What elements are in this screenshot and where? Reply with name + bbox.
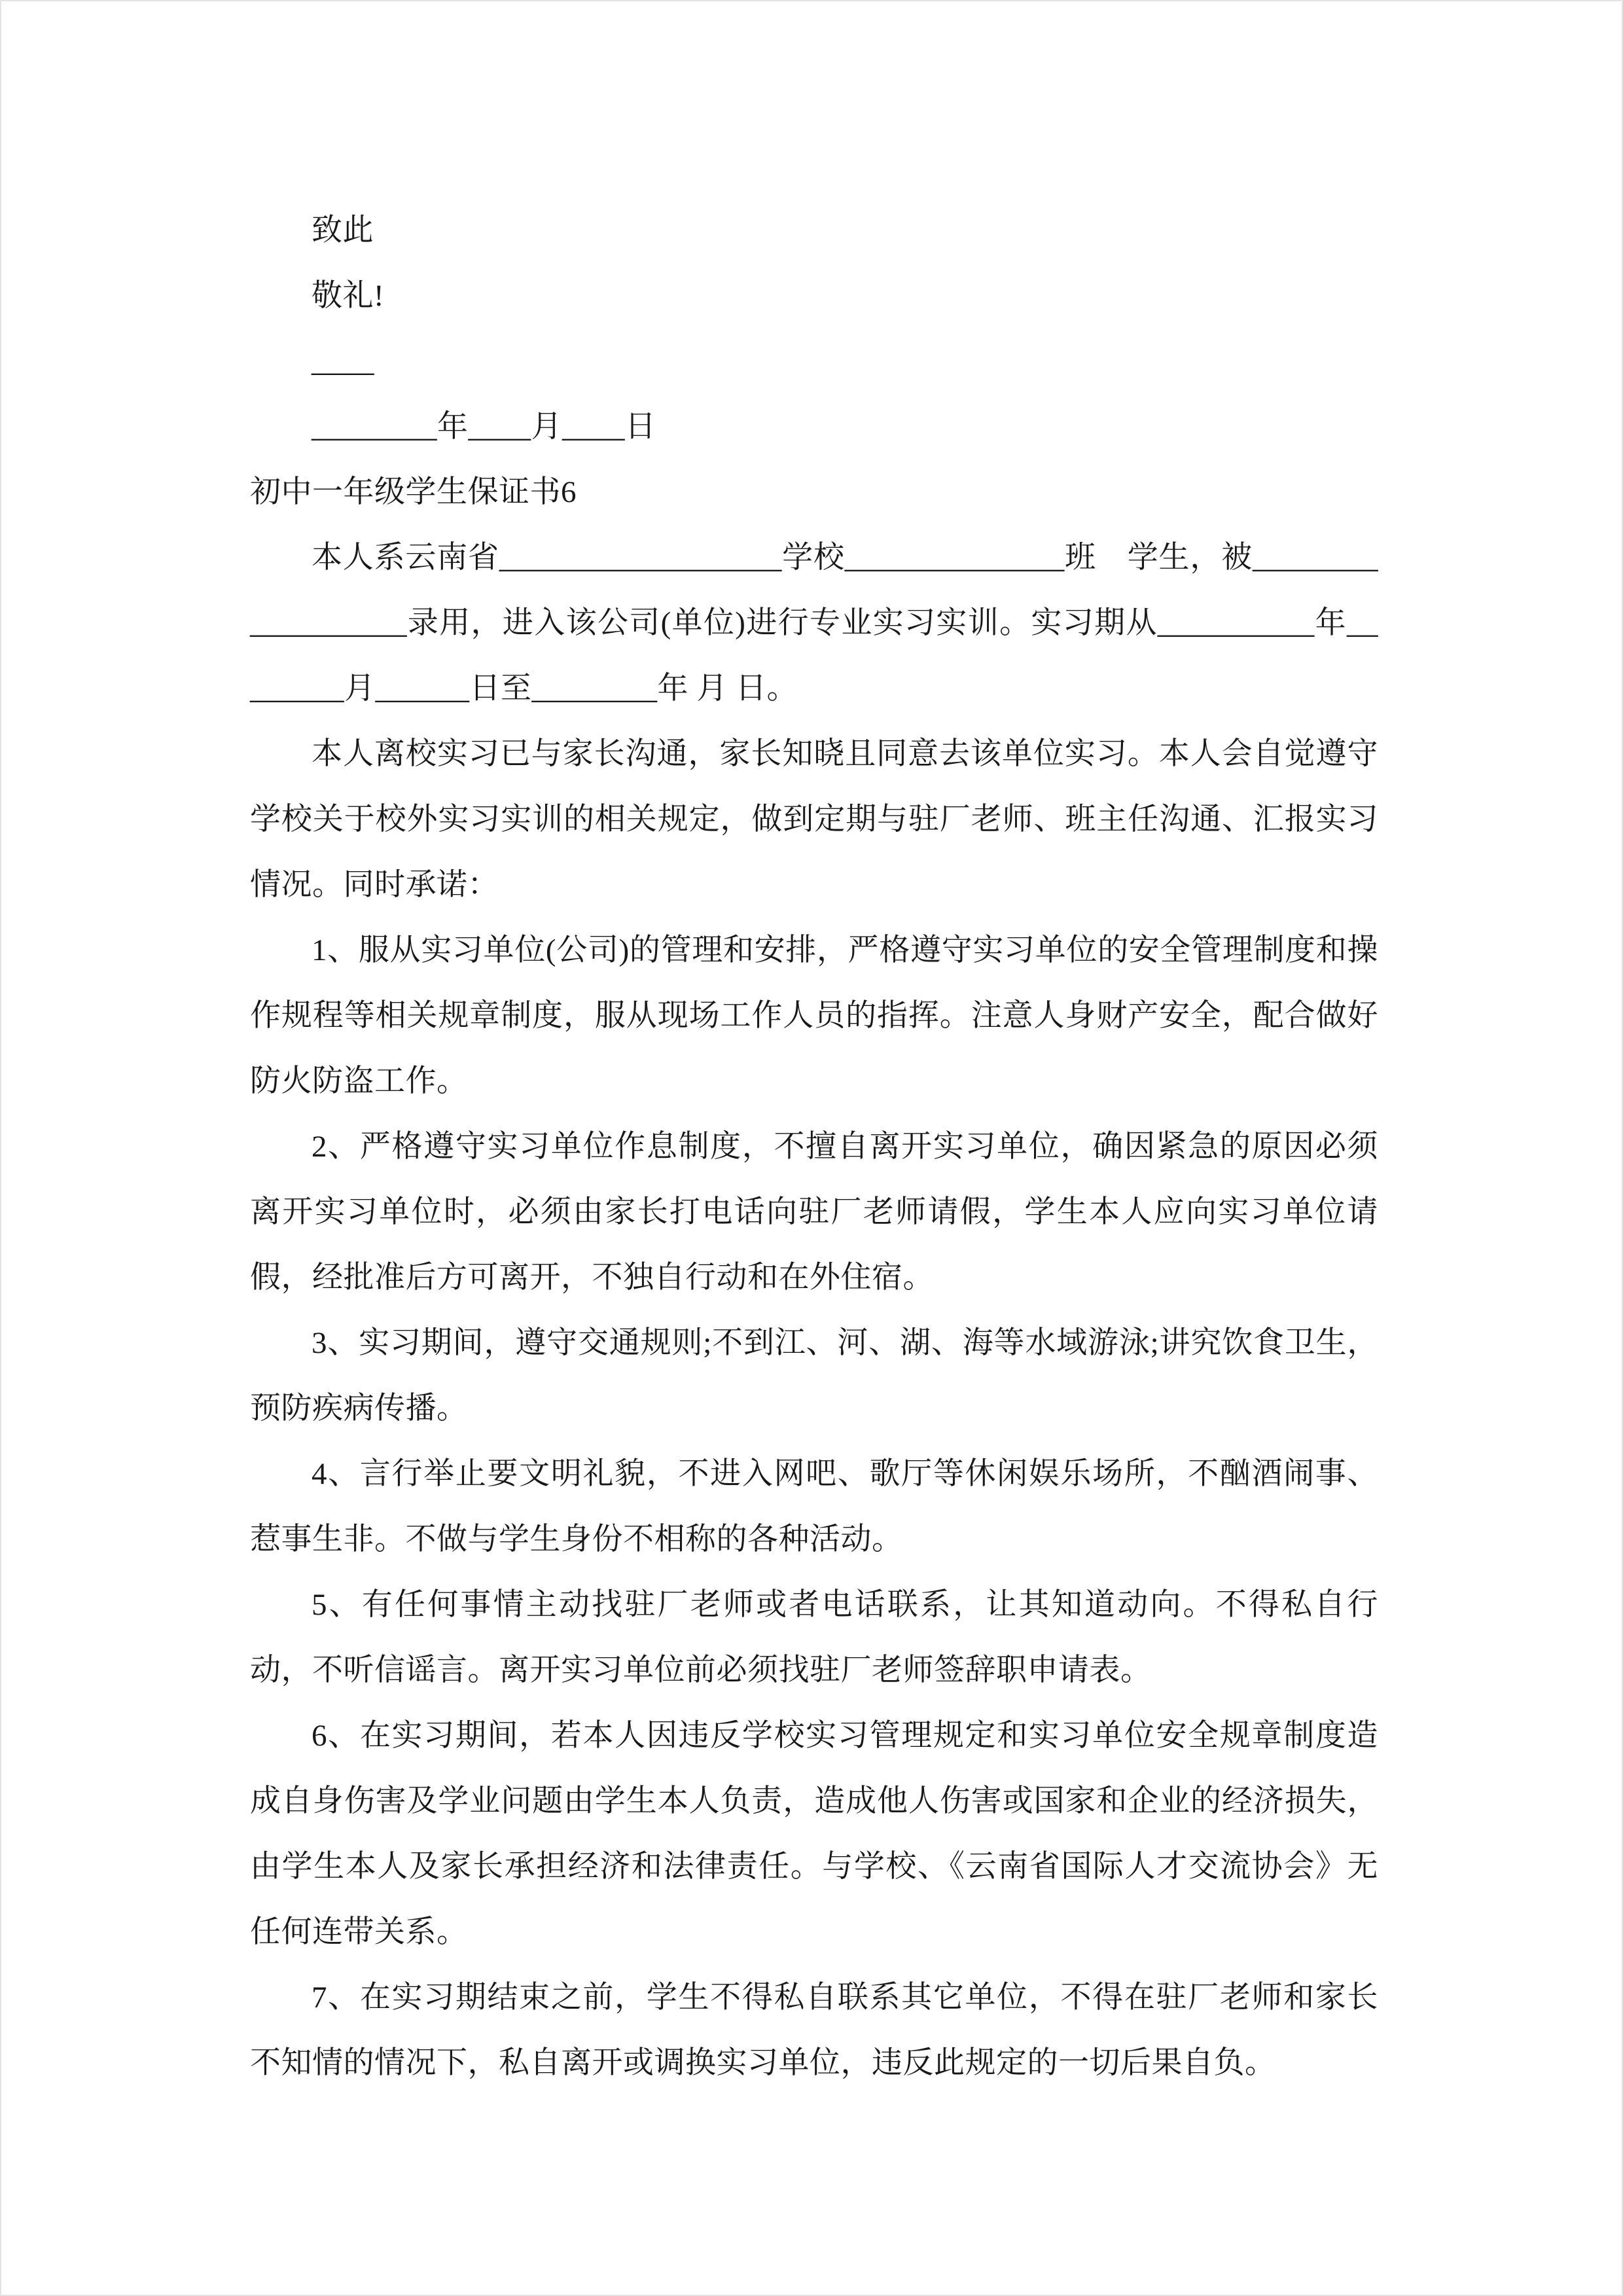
signature-blank-line: ____ <box>312 344 374 378</box>
clause-7-paragraph: 7、在实习期结束之前，学生不得私自联系其它单位，不得在驻厂老师和家长不知情的情况下，私自离开或调换实习单位，违反此规定的一切后果自负。 <box>250 1981 1378 2080</box>
closing-line: 致此 <box>312 213 374 247</box>
clause-6-paragraph: 6、在实习期间，若本人因违反学校实习管理规定和实习单位安全规章制度造成自身伤害及学业问题由学生本人负责，造成他人伤害或国家和企业的经济损失，由学生本人及家长承担经济和法律责任。与学校、《云南省国际人才交流协会》无任何连带关系。 <box>250 1719 1378 1949</box>
clause-4-paragraph: 4、言行举止要文明礼貌，不进入网吧、歌厅等休闲娱乐场所，不酗酒闹事、惹事生非。不做与学生身份不相称的各种活动。 <box>250 1457 1378 1556</box>
salute-line: 敬礼! <box>312 279 385 313</box>
intro-fill-in-paragraph: 本人系云南省__________________学校______________班 学生，被__________________录用，进入该公司(单位)进行专业实习实训。实习期从__________年________月______日至________年 月 日。 <box>250 541 1378 706</box>
clause-3-paragraph: 3、实习期间，遵守交通规则;不到江、河、湖、海等水域游泳;讲究饮食卫生，预防疾病传播。 <box>250 1326 1378 1426</box>
document-body <box>250 198 1378 2096</box>
section-title: 初中一年级学生保证书6 <box>250 475 577 509</box>
clause-1-paragraph: 1、服从实习单位(公司)的管理和安排，严格遵守实习单位的安全管理制度和操作规程等相关规章制度，服从现场工作人员的指挥。注意人身财产安全，配合做好防火防盗工作。 <box>250 933 1378 1098</box>
clause-2-paragraph: 2、严格遵守实习单位作息制度，不擅自离开实习单位，确因紧急的原因必须离开实习单位时，必须由家长打电话向驻厂老师请假，学生本人应向实习单位请假，经批准后方可离开，不独自行动和在外住宿。 <box>250 1130 1378 1295</box>
clause-5-paragraph: 5、有任何事情主动找驻厂老师或者电话联系，让其知道动向。不得私自行动，不听信谣言。离开实习单位前必须找驻厂老师签辞职申请表。 <box>250 1588 1378 1687</box>
date-blank-line: ________年____月____日 <box>312 410 656 444</box>
commitment-intro-paragraph: 本人离校实习已与家长沟通，家长知晓且同意去该单位实习。本人会自觉遵守学校关于校外实习实训的相关规定，做到定期与驻厂老师、班主任沟通、汇报实习情况。同时承诺： <box>250 737 1378 902</box>
